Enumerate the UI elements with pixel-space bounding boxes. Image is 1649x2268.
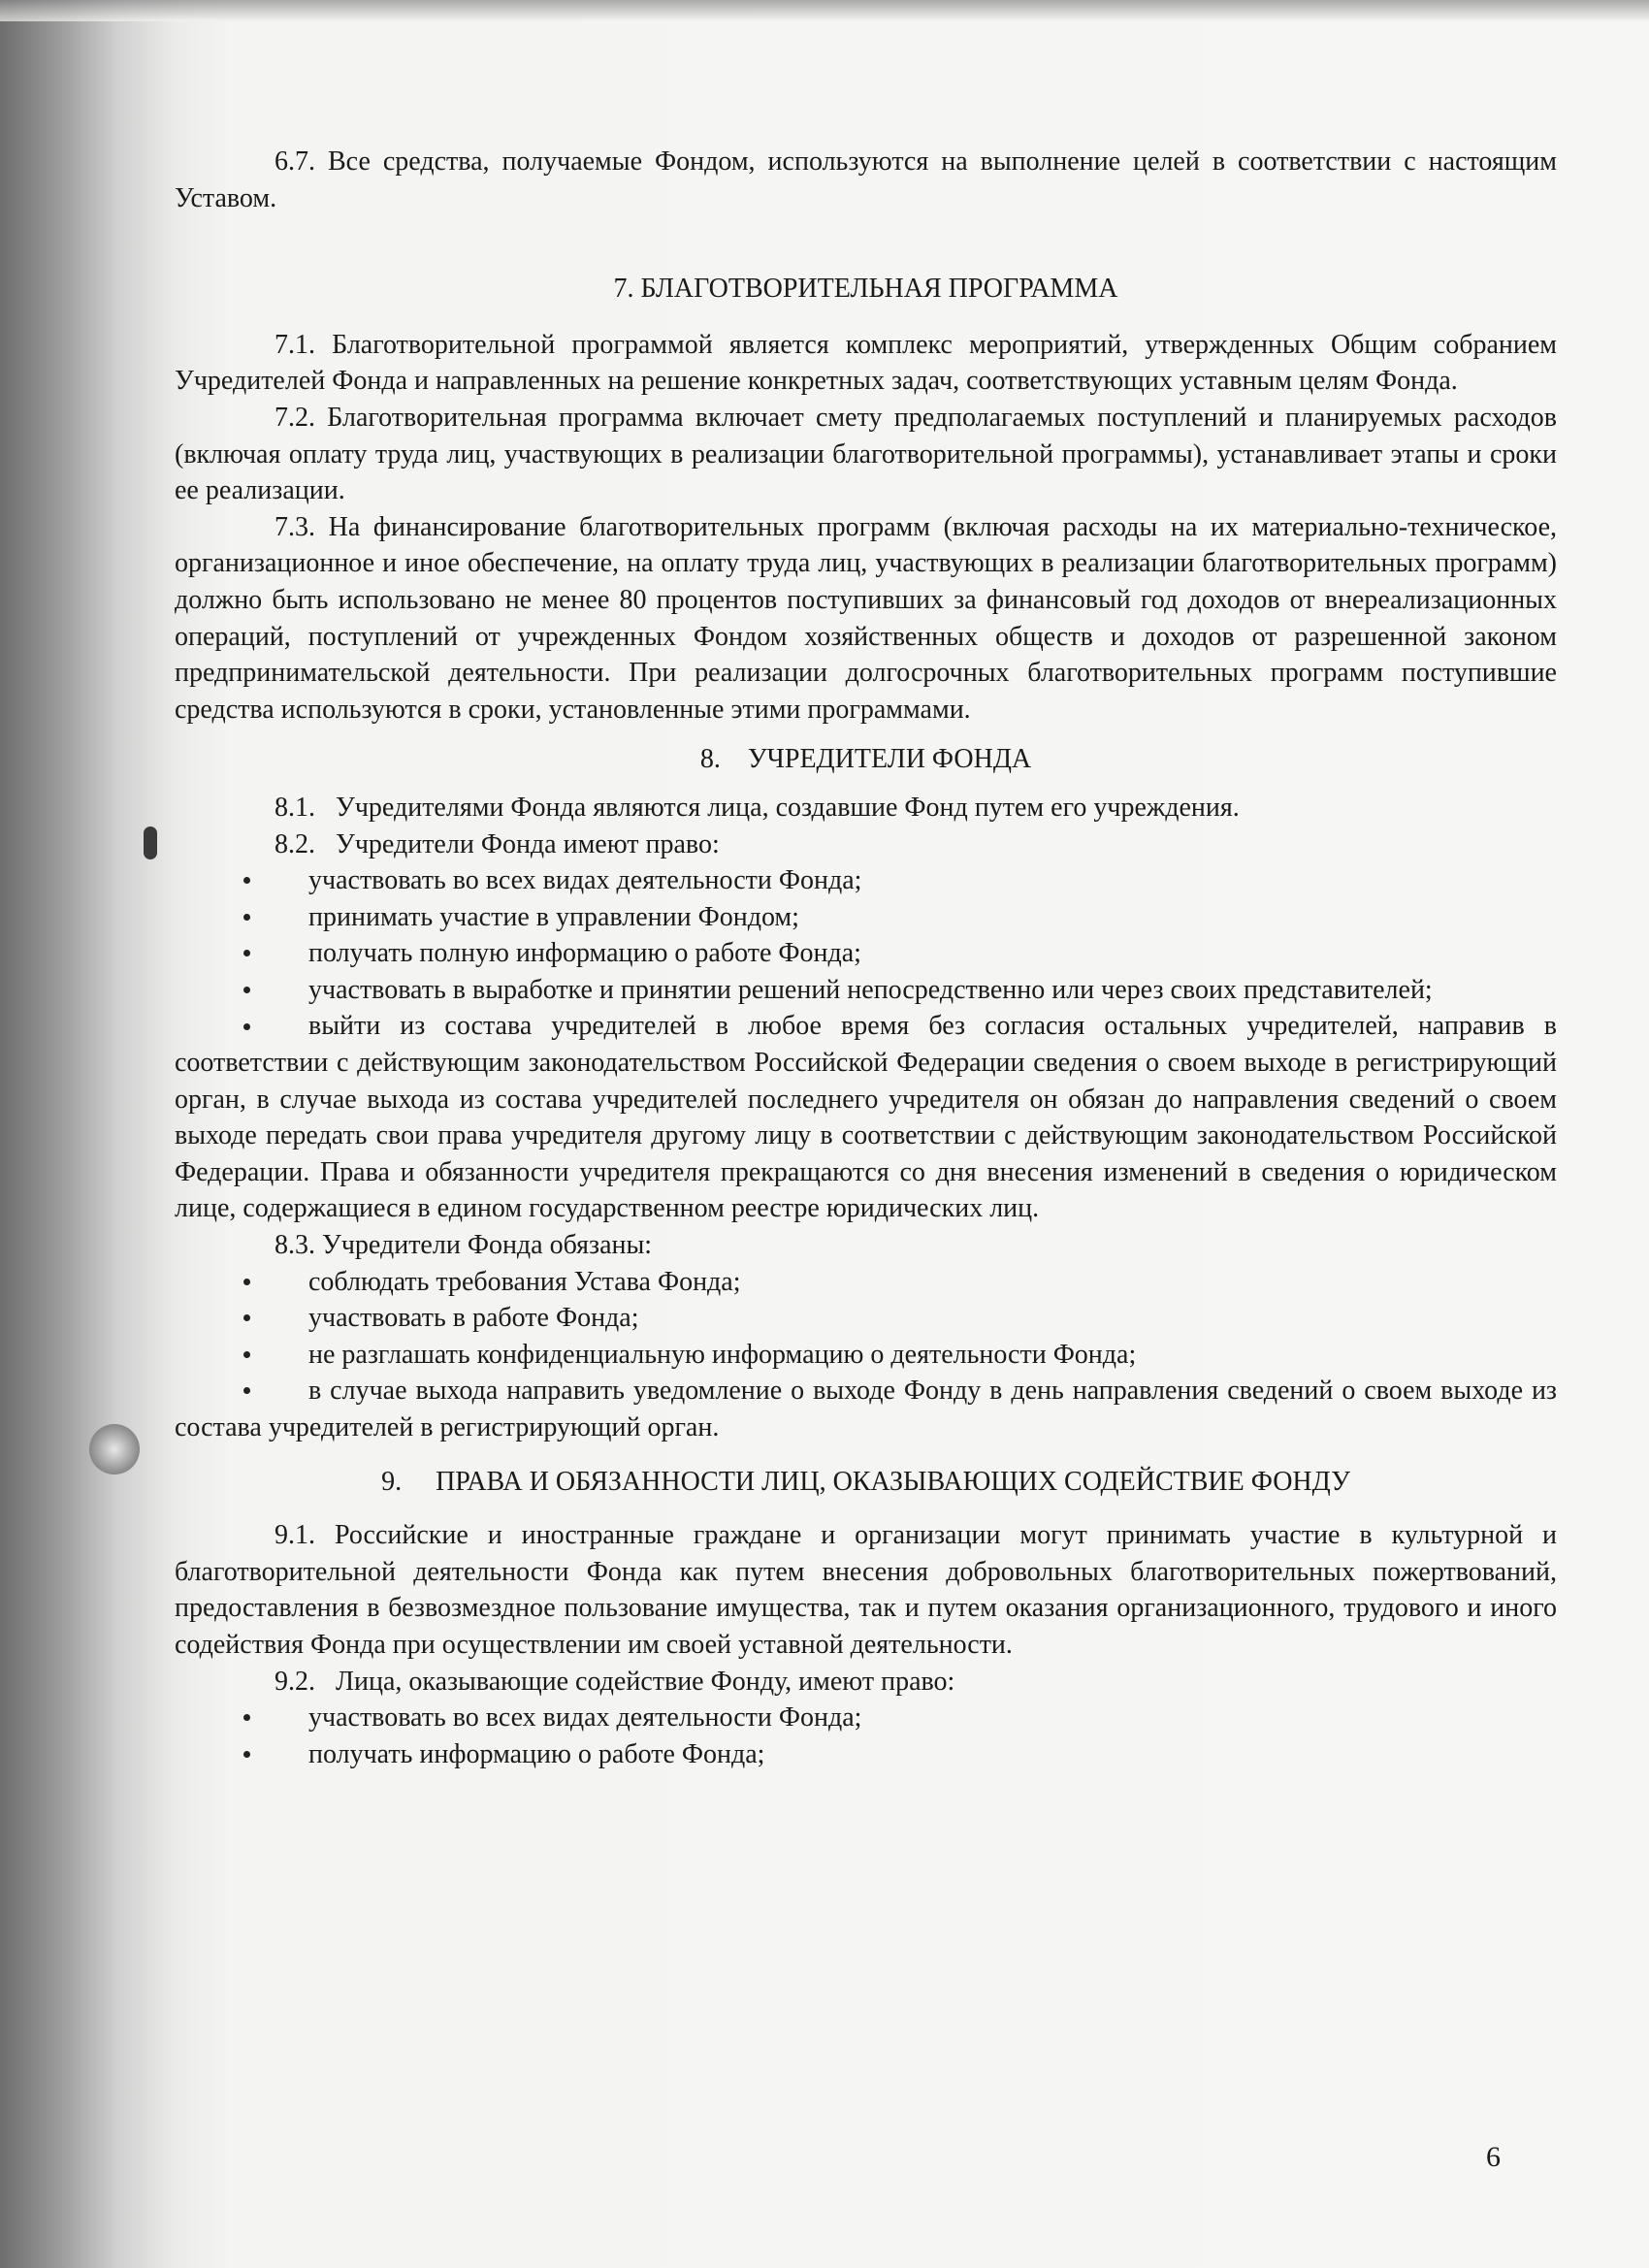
punch-hole xyxy=(89,1424,140,1474)
bullet-icon xyxy=(243,914,250,921)
paragraph-7-3: 7.3. На финансирование благотворительных программ (включая расходы на их материально-техническое, организационное и иное обеспечение, на оплату труда лиц, участвующих в реализации благотворительных программ) должно быть использовано не менее 80 процентов поступивших за финансовый год доходов от внереализационных операций, поступлений от учрежденных Фондом хозяйственных обществ и доходов от разрешенной законом предпринимательской деятельности. При реализации долгосрочных благотворительных программ поступившие средства используются в сроки, установленные этими программами. xyxy=(175,511,1557,725)
page-number: 6 xyxy=(1486,2141,1501,2173)
paragraph-9-2: 9.2. Лица, оказывающие содействие Фонду, имеют право: xyxy=(275,1666,955,1697)
paragraph-8-3: 8.3. Учредители Фонда обязаны: xyxy=(275,1230,653,1261)
bullet-icon xyxy=(243,877,250,884)
list-item: не разглашать конфиденциальную информацию о деятельности Фонда; xyxy=(175,1337,1557,1374)
bullet-icon xyxy=(243,1279,250,1285)
list-item: в случае выхода направить уведомление о выходе Фонду в день направления сведений о своем выходе из состава учредителей в регистрирующий орган. xyxy=(175,1376,1557,1442)
list-item: участвовать во всех видах деятельности Фонда; xyxy=(175,862,1557,899)
list-item: участвовать во всех видах деятельности Фонда; xyxy=(175,1700,1557,1736)
list-item: соблюдать требования Устава Фонда; xyxy=(175,1264,1557,1301)
bullet-icon xyxy=(243,1023,250,1030)
bullet-icon xyxy=(243,987,250,993)
bullet-icon xyxy=(243,1387,250,1394)
bullet-icon xyxy=(243,1351,250,1358)
bullet-icon xyxy=(243,950,250,956)
punch-hole xyxy=(144,826,157,859)
paragraph-6-7: 6.7. Все средства, получаемые Фондом, используются на выполнение целей в соответствии с настоящим Уставом. xyxy=(175,146,1557,213)
bullet-icon xyxy=(243,1714,250,1721)
list-item: принимать участие в управлении Фондом; xyxy=(175,899,1557,936)
list-item: участвовать в работе Фонда; xyxy=(175,1300,1557,1337)
list-item: выйти из состава учредителей в любое время без согласия остальных учредителей, направив в соответствии с действующим законодательством Российской Федерации сведения о своем выходе в регистрирующий орган, в случае выхода из состава учредителей последнего учредителя он обязан до направления сведений о своем выходе передать свои права учредителя другому лицу в соответствии с действующим законодательством Российской Федерации. Права и обязанности учредителя прекращаются со дня внесения изменений в сведения о юридическом лице, содержащиеся в едином государственном реестре юридических лиц. xyxy=(175,1011,1557,1224)
document-body xyxy=(175,144,1557,1772)
section-heading-8: 8. УЧРЕДИТЕЛИ ФОНДА xyxy=(699,744,1032,775)
scan-shadow xyxy=(0,0,1649,21)
paragraph-9-1: 9.1. Российские и иностранные граждане и организации могут принимать участие в культурной и благотворительной деятельности Фонда как путем внесения добровольных благотворительных пожертвований, предоставления в безвозмездное пользование имущества, так и путем оказания организационного, трудового и иного содействия Фонда при осуществлении им своей уставной деятельности. xyxy=(175,1520,1557,1660)
list-item: участвовать в выработке и принятии решений непосредственно или через своих представителей; xyxy=(175,972,1557,1009)
paragraph-7-1: 7.1. Благотворительной программой является комплекс мероприятий, утвержденных Общим собранием Учредителей Фонда и направленных на решение конкретных задач, соответствующих уставным целям Фонда. xyxy=(175,329,1557,397)
list-item: получать информацию о работе Фонда; xyxy=(175,1736,1557,1773)
bullet-icon xyxy=(243,1751,250,1758)
section-heading-9: 9. ПРАВА И ОБЯЗАННОСТИ ЛИЦ, ОКАЗЫВАЮЩИХ СОДЕЙСТВИЕ ФОНДУ xyxy=(381,1466,1350,1497)
paragraph-8-2: 8.2. Учредители Фонда имеют право: xyxy=(275,828,720,859)
paragraph-8-1: 8.1. Учредителями Фонда являются лица, создавшие Фонд путем его учреждения. xyxy=(275,792,1240,823)
paragraph-7-2: 7.2. Благотворительная программа включает смету предполагаемых поступлений и планируемых расходов (включая оплату труда лиц, участвующих в реализации благотворительной программы), устанавливает этапы и сроки ее реализации. xyxy=(175,402,1557,506)
section-heading-7: 7. БЛАГОТВОРИТЕЛЬНАЯ ПРОГРАММА xyxy=(613,274,1118,305)
list-item: получать полную информацию о работе Фонда; xyxy=(175,935,1557,972)
bullet-icon xyxy=(243,1314,250,1321)
